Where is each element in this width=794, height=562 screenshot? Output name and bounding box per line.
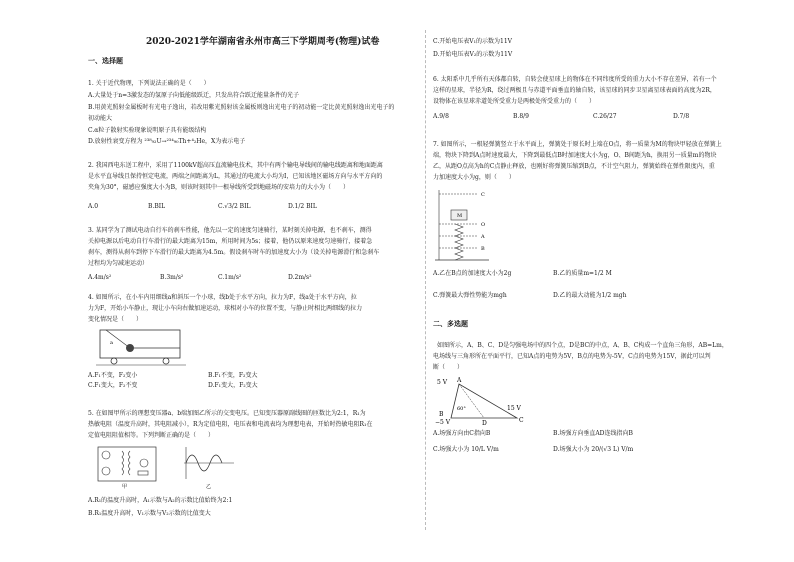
q5-option-a: A.R₁的温度升高时，A₁示数与A₂的示数比值始终为2:1 [88,497,233,504]
q8-option-b: B.场强方向垂直AD连线指向B [553,430,633,437]
q1-option-d: D.放射性衰变方程为 ²³⁸₉₂U→²³⁴₉₀Th+⁴₂He，X为表示电子 [88,138,246,145]
q1-option-c: C.α粒子散射实验现象说明原子具有能级结构 [88,127,207,134]
q6-option-d: D.7/8 [673,113,690,120]
q8-label-a-voltage: 5 V [437,379,448,386]
q2-line-2: 是水平直导线且保持恒定电流，两端之间距离为L，其通过的电流大小均为I，已知该地区磁场方向与水平方向的 [88,173,383,180]
q6-option-b: B.8/9 [513,113,529,120]
q6-option-a: A.9/8 [433,113,449,120]
q4-line-3: 变化情况是（ ） [88,316,143,323]
q3-line-1: 3. 某同学为了测试电动自行车的刹车性能，他先以一定的速度匀速骑行，某时刻关掉电源，也不刹车，测得 [88,227,372,234]
q8-line-1: 如图所示，A、B、C、D是匀强电场中的四个点，D是BC的中点，A、B、C构成一个直角三角形，AB=Lm， [437,342,728,349]
q8-label-b-voltage: −5 V [435,419,451,426]
q8-option-a: A.场强方向由C指向B [433,430,491,437]
q8-line-2: 电场线与三角形所在平面平行，已知A点的电势为5V，B点的电势为-5V，C点的电势为15V，据此可以判 [433,353,711,360]
page-title: 2020-2021学年湖南省永州市高三下学期周考(物理)试卷 [146,37,380,47]
q3-option-c: C.1m/s² [218,274,242,281]
q6-line-2: 这样的星球，半径为R，绕过两极且与赤道平面垂直的轴自转，该星球的同步卫星离星球表面的高度为2R， [433,87,716,94]
q6-line-1: 6. 太阳系中几乎所有天体都自转，自转会使星球上的物体在不同纬度所受的重力大小不存在差异，若有一个 [433,76,717,83]
q1-option-b: B.用黄光照射金属板时有光电子逸出，若改用紫光照射该金属板则逸出光电子的初动能一定比黄光照射逸出光电子的 [88,104,395,111]
q2-line-3: 夹角为30°，磁感应强度大小为B，则该时刻其中一根导线所受到地磁场的安培力的大小为（ ） [88,184,350,191]
q8-angle-label: 60° [457,406,466,412]
q6-line-3: 设物体在该星球赤道处所受重力是两极处所受重力的（ ） [433,98,596,105]
q5-circuit-figure [92,443,162,489]
q4-line-1: 4. 如图所示，在小车内用细线a和斜压一个小球，线b处于水平方向，拉力为F，线a处于水平方向，拉 [88,294,357,301]
section-single-choice: 一、选择题 [88,56,123,65]
svg-text:A: A [481,234,485,240]
q1-stem: 1. 关于近代物理，下列说法正确的是（ ） [88,80,210,87]
q2-option-d: D.1/2 BIL [288,203,317,210]
q5-line-2: 热敏电阻（温度升高时，其电阻减小），R为定值电阻，电压表和电流表均为理想电表，开始时热敏电阻R₁在 [88,421,373,428]
column-divider [425,30,426,530]
q3-line-3: 刹车，测得从刹车到停下车滑行的最大距离为4.5m。假设刹车时车的加速度大小为（设关掉电源滑行和急刹车 [88,249,380,256]
svg-text:O: O [481,222,486,228]
q3-line-4: 过程均为匀减速运动） [88,260,149,267]
q8-label-d: D [482,420,487,426]
q8-triangle-figure [433,374,533,426]
q7-line-4: 力加速度大小为g，则（ ） [433,174,515,181]
q4-figure-label: a [110,340,113,346]
q6-option-c: C.26/27 [593,113,617,120]
q5-option-b: B.R₁温度升高时，V₁示数与V₂示数的比值变大 [88,510,211,517]
q8-label-c: C [519,417,524,424]
q8-option-d: D.场强大小为 20/(√3 L) V/m [553,446,634,453]
q5-option-c: C.开始电压表V₁的示数为11V [433,38,512,45]
q7-option-d: D.乙的最大动能为1/2 mgh [553,292,627,299]
q2-line-1: 2. 我国西电东送工程中，采用了1100kV超高压直流输电技术，其中有两个输电导线间的输电线距离和地面距离 [88,162,383,169]
q7-option-b: B.乙的质量m=1/2 M [553,270,612,277]
q8-label-a: A [457,377,462,384]
q8-line-3: 断（ ） [433,364,464,371]
q1-option-b-cont: 初动能大 [88,115,113,122]
q8-label-b: B [439,411,444,418]
section-multi-choice: 二、多选题 [433,319,468,328]
q3-option-b: B.3m/s² [160,274,184,281]
q7-line-1: 7. 如图所示，一根轻弹簧竖立于水平面上，弹簧处于原长时上端在O点，将一质量为M的物块甲轻放在弹簧上 [433,141,722,148]
q7-spring-figure [433,184,493,264]
svg-text:C: C [481,192,485,198]
q3-option-d: D.2m/s² [288,274,312,281]
q2-option-a: A.0 [88,203,99,210]
q4-option-b: B.F₁不变，F₂变大 [208,372,258,379]
q7-line-2: 端，物块下降到A点时速度最大，下降到最低点B时加速度大小为g，O、B间距为h，换用另一质量m的物块 [433,152,717,159]
q5-line-1: 5. 在如图甲所示的理想变压器a、b端加图乙所示的交变电压。已知变压器原副线圈的匝数比为2:1，R₁为 [88,410,366,417]
q5-line-3: 定值电阻阻值相等。下列判断正确的是（ ） [88,432,215,439]
q5-figure-a-label: 甲 [122,484,128,489]
q7-option-c: C.弹簧最大弹性势能为mgh [433,292,507,299]
q4-option-d: D.F₁变大，F₂变大 [208,382,258,389]
q4-option-c: C.F₁变大，F₂不变 [88,382,138,389]
q2-option-b: B.BIL [148,203,166,210]
q7-line-3: 乙，从距O点高为h的C点静止释放，也刚好将弹簧压缩到B点，不计空气阻力，弹簧始终在弹性限度内，重 [433,163,715,170]
q3-option-a: A.4m/s² [88,274,112,281]
q3-line-2: 关掉电源以后电动自行车滑行的最大距离为15m，所用时间为5s；接着，他仍以原来速度匀速骑行，接着急 [88,238,373,245]
q8-option-c: C.场强大小为 10/L V/m [433,446,499,453]
q4-option-a: A.F₁不变，F₂变小 [88,372,138,379]
q5-option-d: D.开始电压表V₂的示数为11V [433,51,513,58]
q1-option-a: A.大量处于n=3激发态的氢原子向低能级跃迁，只发出符合跃迁能量条件的光子 [88,92,299,99]
q5-waveform-figure [178,443,238,489]
svg-text:B: B [481,246,485,252]
q4-line-2: 力为F，开始小车静止，现让小车向右做加速运动，球相对小车的位置不变，与静止时相比两细线的拉力 [88,305,363,312]
svg-text:M: M [457,213,463,219]
q2-option-c: C.√3/2 BIL [218,203,251,210]
q4-cart-figure [96,328,188,368]
q5-figure-b-label: 乙 [206,484,212,489]
q8-label-c-voltage: 15 V [507,405,521,412]
q7-option-a: A.乙在B点的加速度大小为2g [433,270,512,277]
